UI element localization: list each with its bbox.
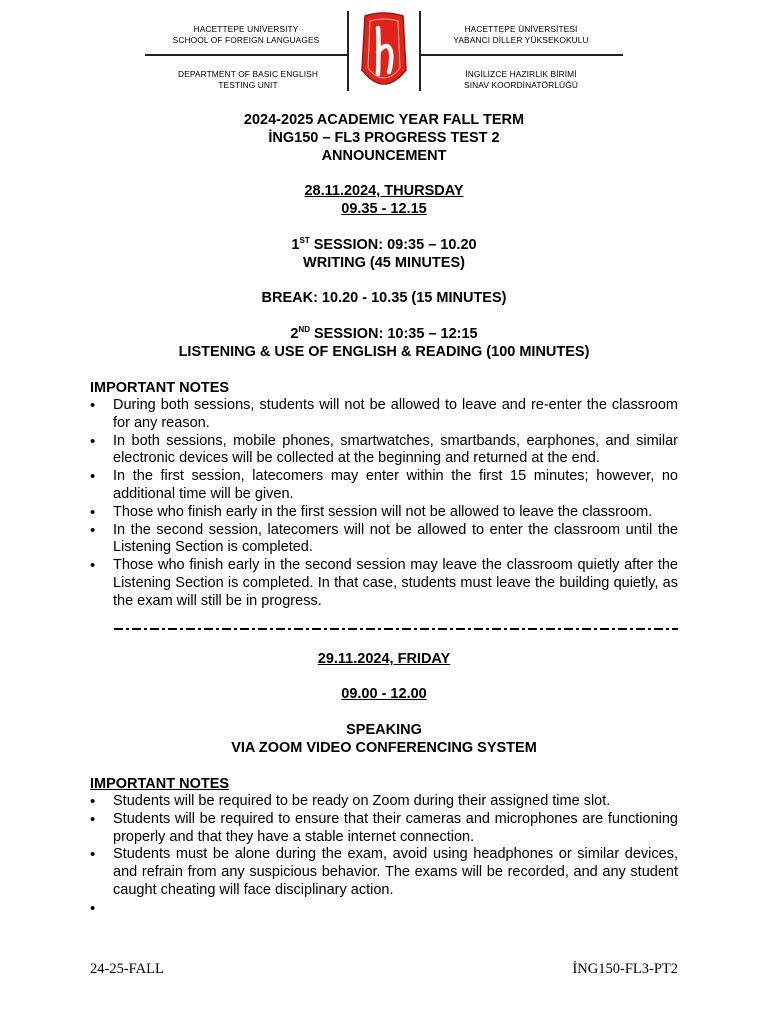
zoom-subtitle: VIA ZOOM VIDEO CONFERENCING SYSTEM (231, 740, 537, 756)
list-item: • Students will be required to ensure that their cameras and microphones are functioning properly and that they have a stable internet connection. (90, 810, 678, 845)
speaking-block (90, 721, 678, 757)
day2-notes-title: IMPORTANT NOTES (90, 776, 230, 792)
title-term: 2024-2025 ACADEMIC YEAR FALL TERM (243, 112, 525, 128)
bullet-icon: • (90, 899, 96, 917)
day2-notes-list (90, 793, 678, 918)
header-right-top: HACETTEPE ÜNİVERSİTESİ YABANCI DİLLER YÜKSEKOKULU (453, 24, 589, 45)
list-item: • Students must be alone during the exam, avoid using headphones or similar devices, and refrain from any suspicious behavior. The exams will be recorded, and any student caught cheating will face disciplinary action. (90, 846, 678, 898)
bullet-icon: • (90, 397, 96, 414)
header-left-top: HACETTEPE UNIVERSITY SCHOOL OF FOREIGN LANGUAGES (172, 24, 320, 45)
header-left-bottom: DEPARTMENT OF BASIC ENGLISH TESTING UNIT (178, 69, 318, 90)
session1-block (90, 236, 678, 272)
title-test: İNG150 – FL3 PROGRESS TEST 2 (268, 130, 500, 146)
list-item: • In the first session, latecomers may enter within the first 15 minutes; however, no additional time will be given. (90, 468, 678, 502)
header-vertical-right (419, 11, 421, 91)
list-item: • During both sessions, students will not be allowed to leave and re-enter the classroom for any reason. (90, 397, 678, 431)
announcement-title (90, 111, 678, 165)
break-line: BREAK: 10.20 - 10.35 (15 MINUTES) (261, 290, 507, 306)
session1-heading: 1ST SESSION: 09:35 – 10.20 (291, 236, 477, 253)
bullet-icon: • (90, 557, 96, 575)
section-divider (114, 628, 678, 630)
list-item: • Those who finish early in the first session will not be allowed to leave the classroom. (90, 503, 653, 521)
header-divider-left (145, 54, 347, 56)
bullet-icon: • (90, 432, 96, 450)
session2-heading: 2ND SESSION: 10:35 – 12:15 (290, 325, 478, 342)
bullet-icon: • (90, 846, 96, 864)
header-vertical-left (347, 11, 349, 91)
footer-term: 24-25-FALL (90, 961, 164, 977)
list-item: • Students will be required to be ready on Zoom during their assigned time slot. (90, 793, 611, 810)
bullet-icon: • (90, 810, 96, 828)
speaking-title: SPEAKING (346, 722, 422, 738)
session2-sections: LISTENING & USE OF ENGLISH & READING (100 MINUTES) (178, 344, 590, 360)
day1-notes-list (90, 397, 678, 611)
letterhead (0, 0, 768, 100)
list-item: • Those who finish early in the second session may leave the classroom quietly after the Listening Section is completed. In that case, students must leave the building quietly, as the exam will still be in progress. (90, 557, 678, 609)
footer-code: İNG150-FL3-PT2 (572, 961, 678, 977)
day1-notes-title: IMPORTANT NOTES (90, 380, 230, 396)
list-item (90, 900, 678, 918)
bullet-icon: • (90, 503, 96, 521)
day1-time: 09.35 - 12.15 (341, 201, 427, 217)
title-announcement: ANNOUNCEMENT (321, 148, 447, 164)
session1-writing: WRITING (45 MINUTES) (303, 255, 465, 271)
day2-date: 29.11.2024, FRIDAY (317, 651, 451, 667)
day1-date: 28.11.2024, THURSDAY (304, 183, 464, 199)
session2-block (90, 325, 678, 361)
bullet-icon: • (90, 468, 96, 486)
list-item: • In both sessions, mobile phones, smartwatches, smartbands, earphones, and similar electronic devices will be collected at the beginning and returned at the end. (90, 432, 678, 467)
bullet-icon: • (90, 521, 96, 539)
day2-time: 09.00 - 12.00 (341, 686, 427, 702)
list-item: • In the second session, latecomers will not be allowed to enter the classroom until the Listening Section is completed. (90, 521, 678, 556)
bullet-icon: • (90, 793, 96, 810)
header-divider-right (421, 54, 623, 56)
header-right-bottom: İNGİLİZCE HAZIRLIK BİRİMİ SINAV KOORDİNATÖRLÜĞÜ (464, 69, 578, 90)
university-logo-icon (359, 12, 409, 92)
day1-date-block (90, 182, 678, 218)
